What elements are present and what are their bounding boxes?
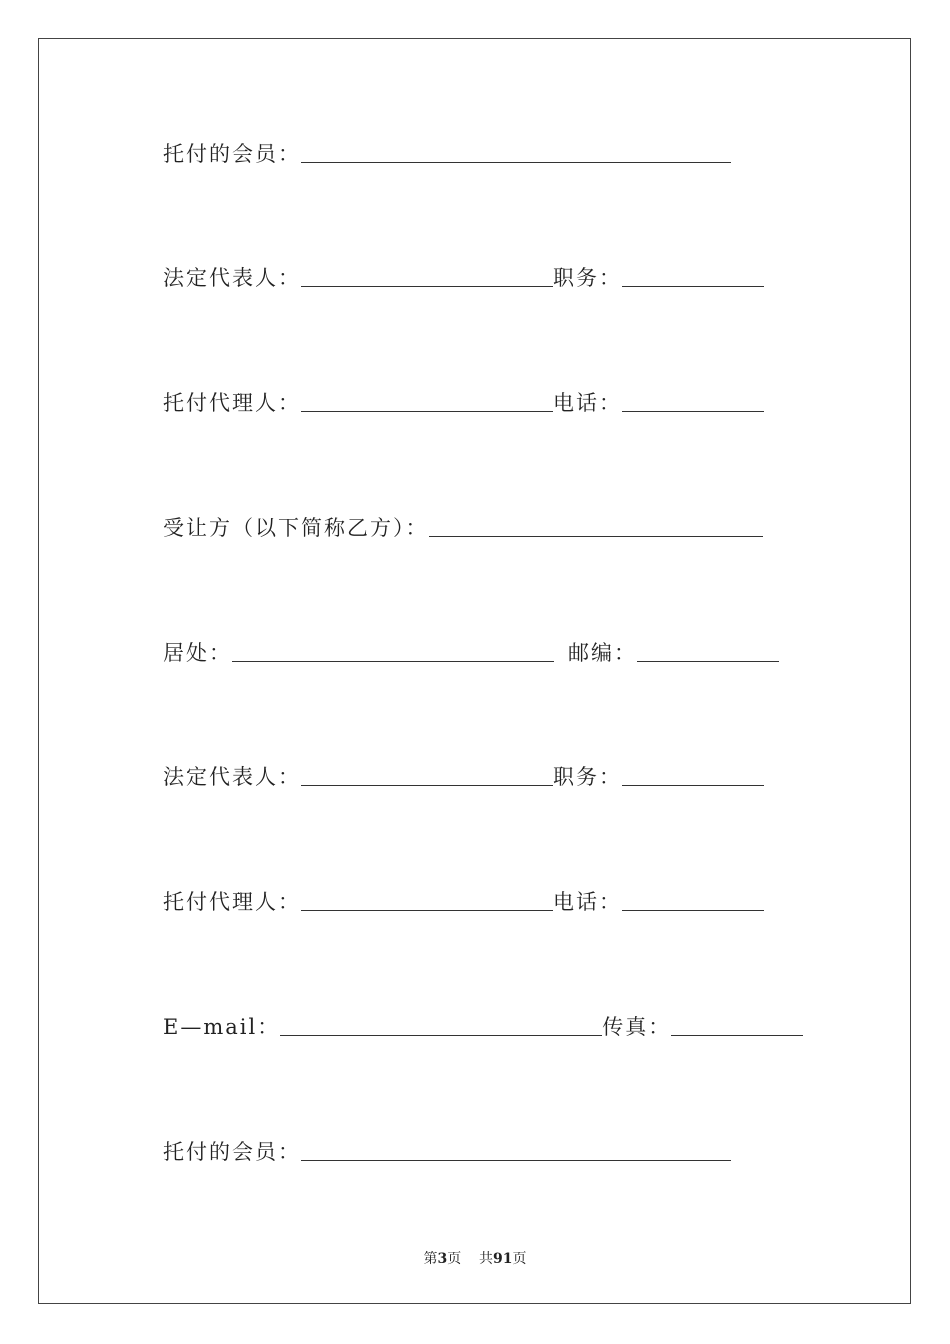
- field-label-fax: 传真：: [602, 1015, 672, 1039]
- blank-line[interactable]: [301, 1159, 731, 1161]
- field-row-address: [163, 632, 779, 664]
- field-row-member-1: [163, 133, 731, 165]
- blank-line[interactable]: [622, 410, 764, 412]
- total-pages: 91: [493, 1251, 513, 1267]
- blank-line[interactable]: [622, 285, 764, 287]
- blank-line[interactable]: [671, 1034, 803, 1036]
- blank-line[interactable]: [301, 410, 553, 412]
- total-prefix: 共: [479, 1251, 494, 1267]
- field-label: 受让方（以下简称乙方）：: [163, 516, 429, 540]
- total-suffix: 页: [512, 1251, 527, 1267]
- blank-line[interactable]: [301, 784, 553, 786]
- field-row-agent-2: [163, 881, 764, 913]
- field-row-agent-1: [163, 382, 764, 414]
- field-label: 托付代理人：: [163, 890, 301, 914]
- field-row-legal-rep-2: [163, 756, 764, 788]
- field-label: 居处：: [163, 641, 232, 665]
- blank-line[interactable]: [301, 909, 553, 911]
- blank-line[interactable]: [637, 660, 779, 662]
- page-prefix: 第: [423, 1251, 438, 1267]
- page-frame: [38, 38, 911, 1304]
- field-row-transferee: [163, 507, 763, 539]
- page-suffix: 页: [447, 1251, 462, 1267]
- field-label: 法定代表人：: [163, 266, 301, 290]
- blank-line[interactable]: [622, 784, 764, 786]
- blank-line[interactable]: [301, 161, 731, 163]
- field-label: 法定代表人：: [163, 765, 301, 789]
- field-label-postcode: 邮编：: [568, 641, 637, 665]
- blank-line[interactable]: [301, 285, 553, 287]
- field-row-member-2: [163, 1131, 731, 1163]
- blank-line[interactable]: [429, 535, 763, 537]
- field-label: 托付的会员：: [163, 1140, 301, 1164]
- blank-line[interactable]: [280, 1034, 602, 1036]
- page-number: 3: [437, 1251, 448, 1267]
- blank-line[interactable]: [232, 660, 554, 662]
- field-label: 托付的会员：: [163, 142, 301, 166]
- field-label: E—mail：: [163, 1015, 281, 1039]
- page-footer: [0, 1248, 950, 1268]
- field-label-phone: 电话：: [553, 391, 622, 415]
- field-row-email: [163, 1006, 803, 1038]
- blank-line[interactable]: [622, 909, 764, 911]
- field-label-position: 职务：: [553, 266, 622, 290]
- field-label-position: 职务：: [553, 765, 622, 789]
- field-label-phone: 电话：: [553, 890, 622, 914]
- field-label: 托付代理人：: [163, 391, 301, 415]
- field-row-legal-rep-1: [163, 257, 764, 289]
